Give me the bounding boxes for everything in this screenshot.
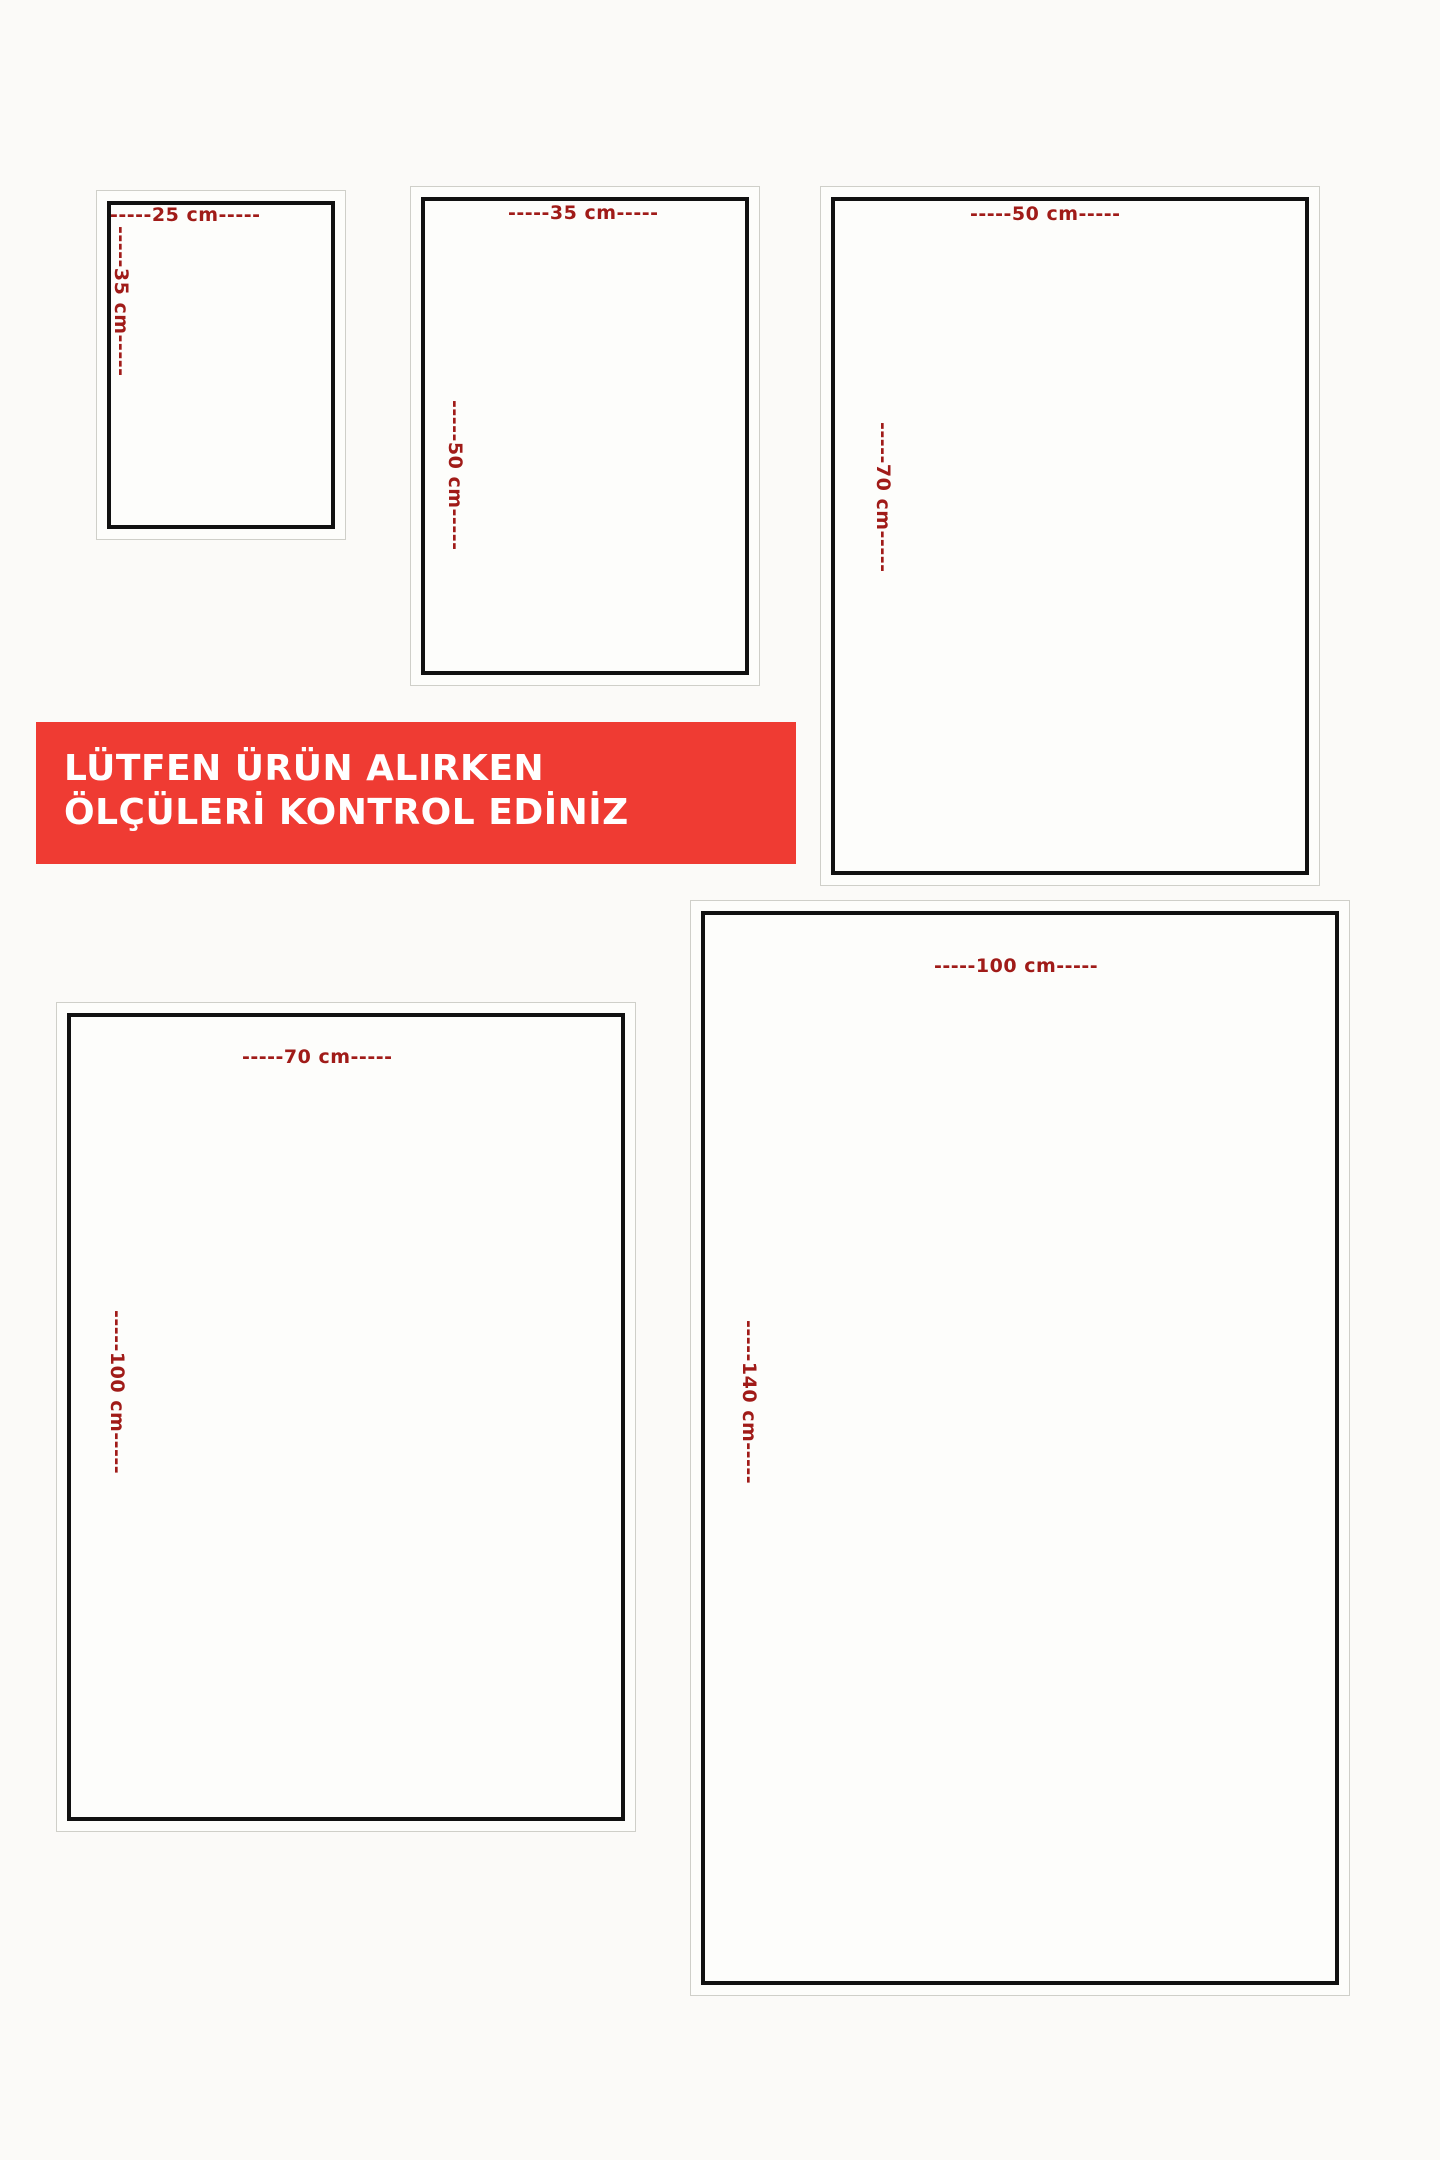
frame-35x50-height-label: -----50 cm----- [444, 400, 466, 551]
frame-100x140-width-label: -----100 cm----- [934, 955, 1099, 977]
warning-line-2: ÖLÇÜLERİ KONTROL EDİNİZ [64, 792, 629, 833]
frame-50x70-inner [831, 197, 1309, 875]
frame-100x140-height-label: -----140 cm----- [738, 1320, 760, 1485]
frame-70x100-width-label: -----70 cm----- [242, 1046, 393, 1068]
frame-25x35 [96, 190, 346, 540]
frame-25x35-width-label: -----25 cm----- [110, 204, 261, 226]
frame-70x100-height-label: -----100 cm----- [106, 1310, 128, 1475]
frame-50x70-width-label: -----50 cm----- [970, 203, 1121, 225]
frame-100x140 [690, 900, 1350, 1996]
warning-line-1: LÜTFEN ÜRÜN ALIRKEN [64, 748, 545, 790]
frame-70x100-inner [67, 1013, 625, 1821]
size-warning-banner [36, 722, 796, 864]
frame-50x70 [820, 186, 1320, 886]
frame-35x50-width-label: -----35 cm----- [508, 202, 659, 224]
frame-35x50-inner [421, 197, 749, 675]
frame-25x35-height-label: -----35 cm----- [110, 226, 132, 377]
frame-50x70-height-label: -----70 cm----- [872, 422, 894, 573]
frame-70x100 [56, 1002, 636, 1832]
frame-100x140-inner [701, 911, 1339, 1985]
frame-25x35-inner [107, 201, 335, 529]
